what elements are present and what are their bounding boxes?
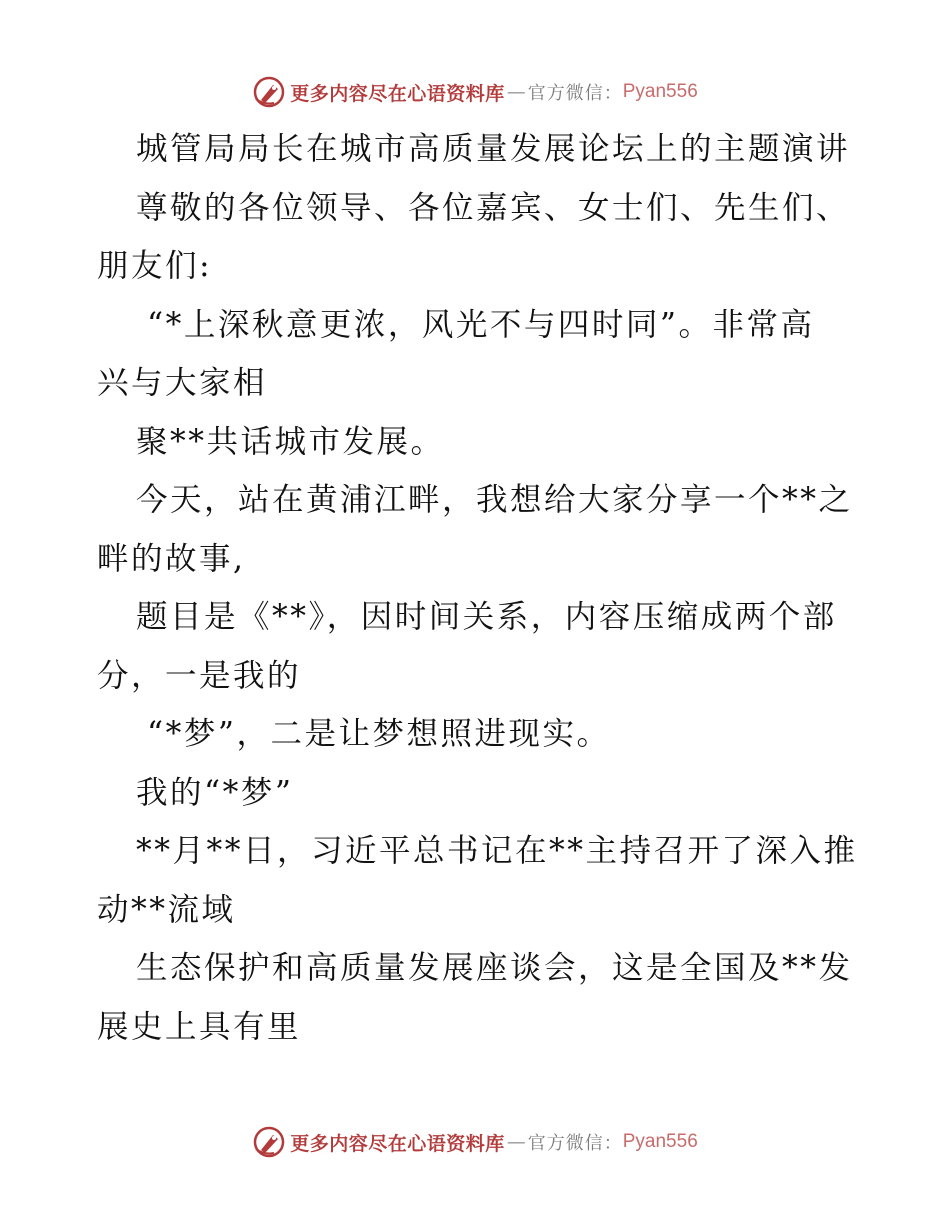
text-line: 题目是《**》，因时间关系，内容压缩成两个部	[136, 599, 837, 635]
text-line: 生态保护和高质量发展座谈会，这是全国及**发	[136, 950, 853, 986]
section-heading: 我的“*梦”	[136, 774, 294, 811]
banner-dash: —	[506, 1131, 526, 1153]
banner-title: 更多内容尽在心语资料库	[290, 82, 505, 105]
document-title: 城管局局长在城市高质量发展论坛上的主题演讲	[136, 131, 851, 167]
pen-nib-logo-icon	[252, 75, 286, 109]
text-line: 展史上具有里	[97, 1008, 302, 1045]
text-line: “*上深秋意更浓，风光不与四时同”。非常高	[147, 306, 815, 343]
text-line: 动**流域	[97, 891, 236, 928]
text-line: 聚**共话城市发展。	[136, 423, 445, 460]
text-line: **月**日，习近平总书记在**主持召开了深入推	[136, 833, 858, 869]
text-line: 兴与大家相	[97, 365, 268, 401]
banner-dash: —	[506, 81, 526, 103]
text-line: “*梦”，二是让梦想照进现实。	[147, 716, 611, 752]
banner-wechat-id: Pyan556	[622, 81, 698, 102]
text-line: 分，一是我的	[97, 657, 302, 694]
header-banner	[0, 72, 950, 112]
text-line: 畔的故事,	[97, 540, 246, 577]
banner-title: 更多内容尽在心语资料库	[290, 1132, 505, 1155]
footer-banner	[0, 1122, 950, 1162]
banner-wechat-id: Pyan556	[622, 1131, 698, 1152]
document-body	[97, 120, 857, 1056]
text-line: 朋友们:	[97, 248, 213, 284]
text-line: 今天，站在黄浦江畔，我想给大家分享一个**之	[136, 482, 853, 518]
banner-wechat-label: 官方微信：	[527, 83, 623, 104]
pen-nib-logo-icon	[252, 1125, 286, 1159]
text-line: 尊敬的各位领导、各位嘉宾、女士们、先生们、	[136, 189, 851, 226]
banner-wechat-label: 官方微信：	[527, 1133, 623, 1154]
